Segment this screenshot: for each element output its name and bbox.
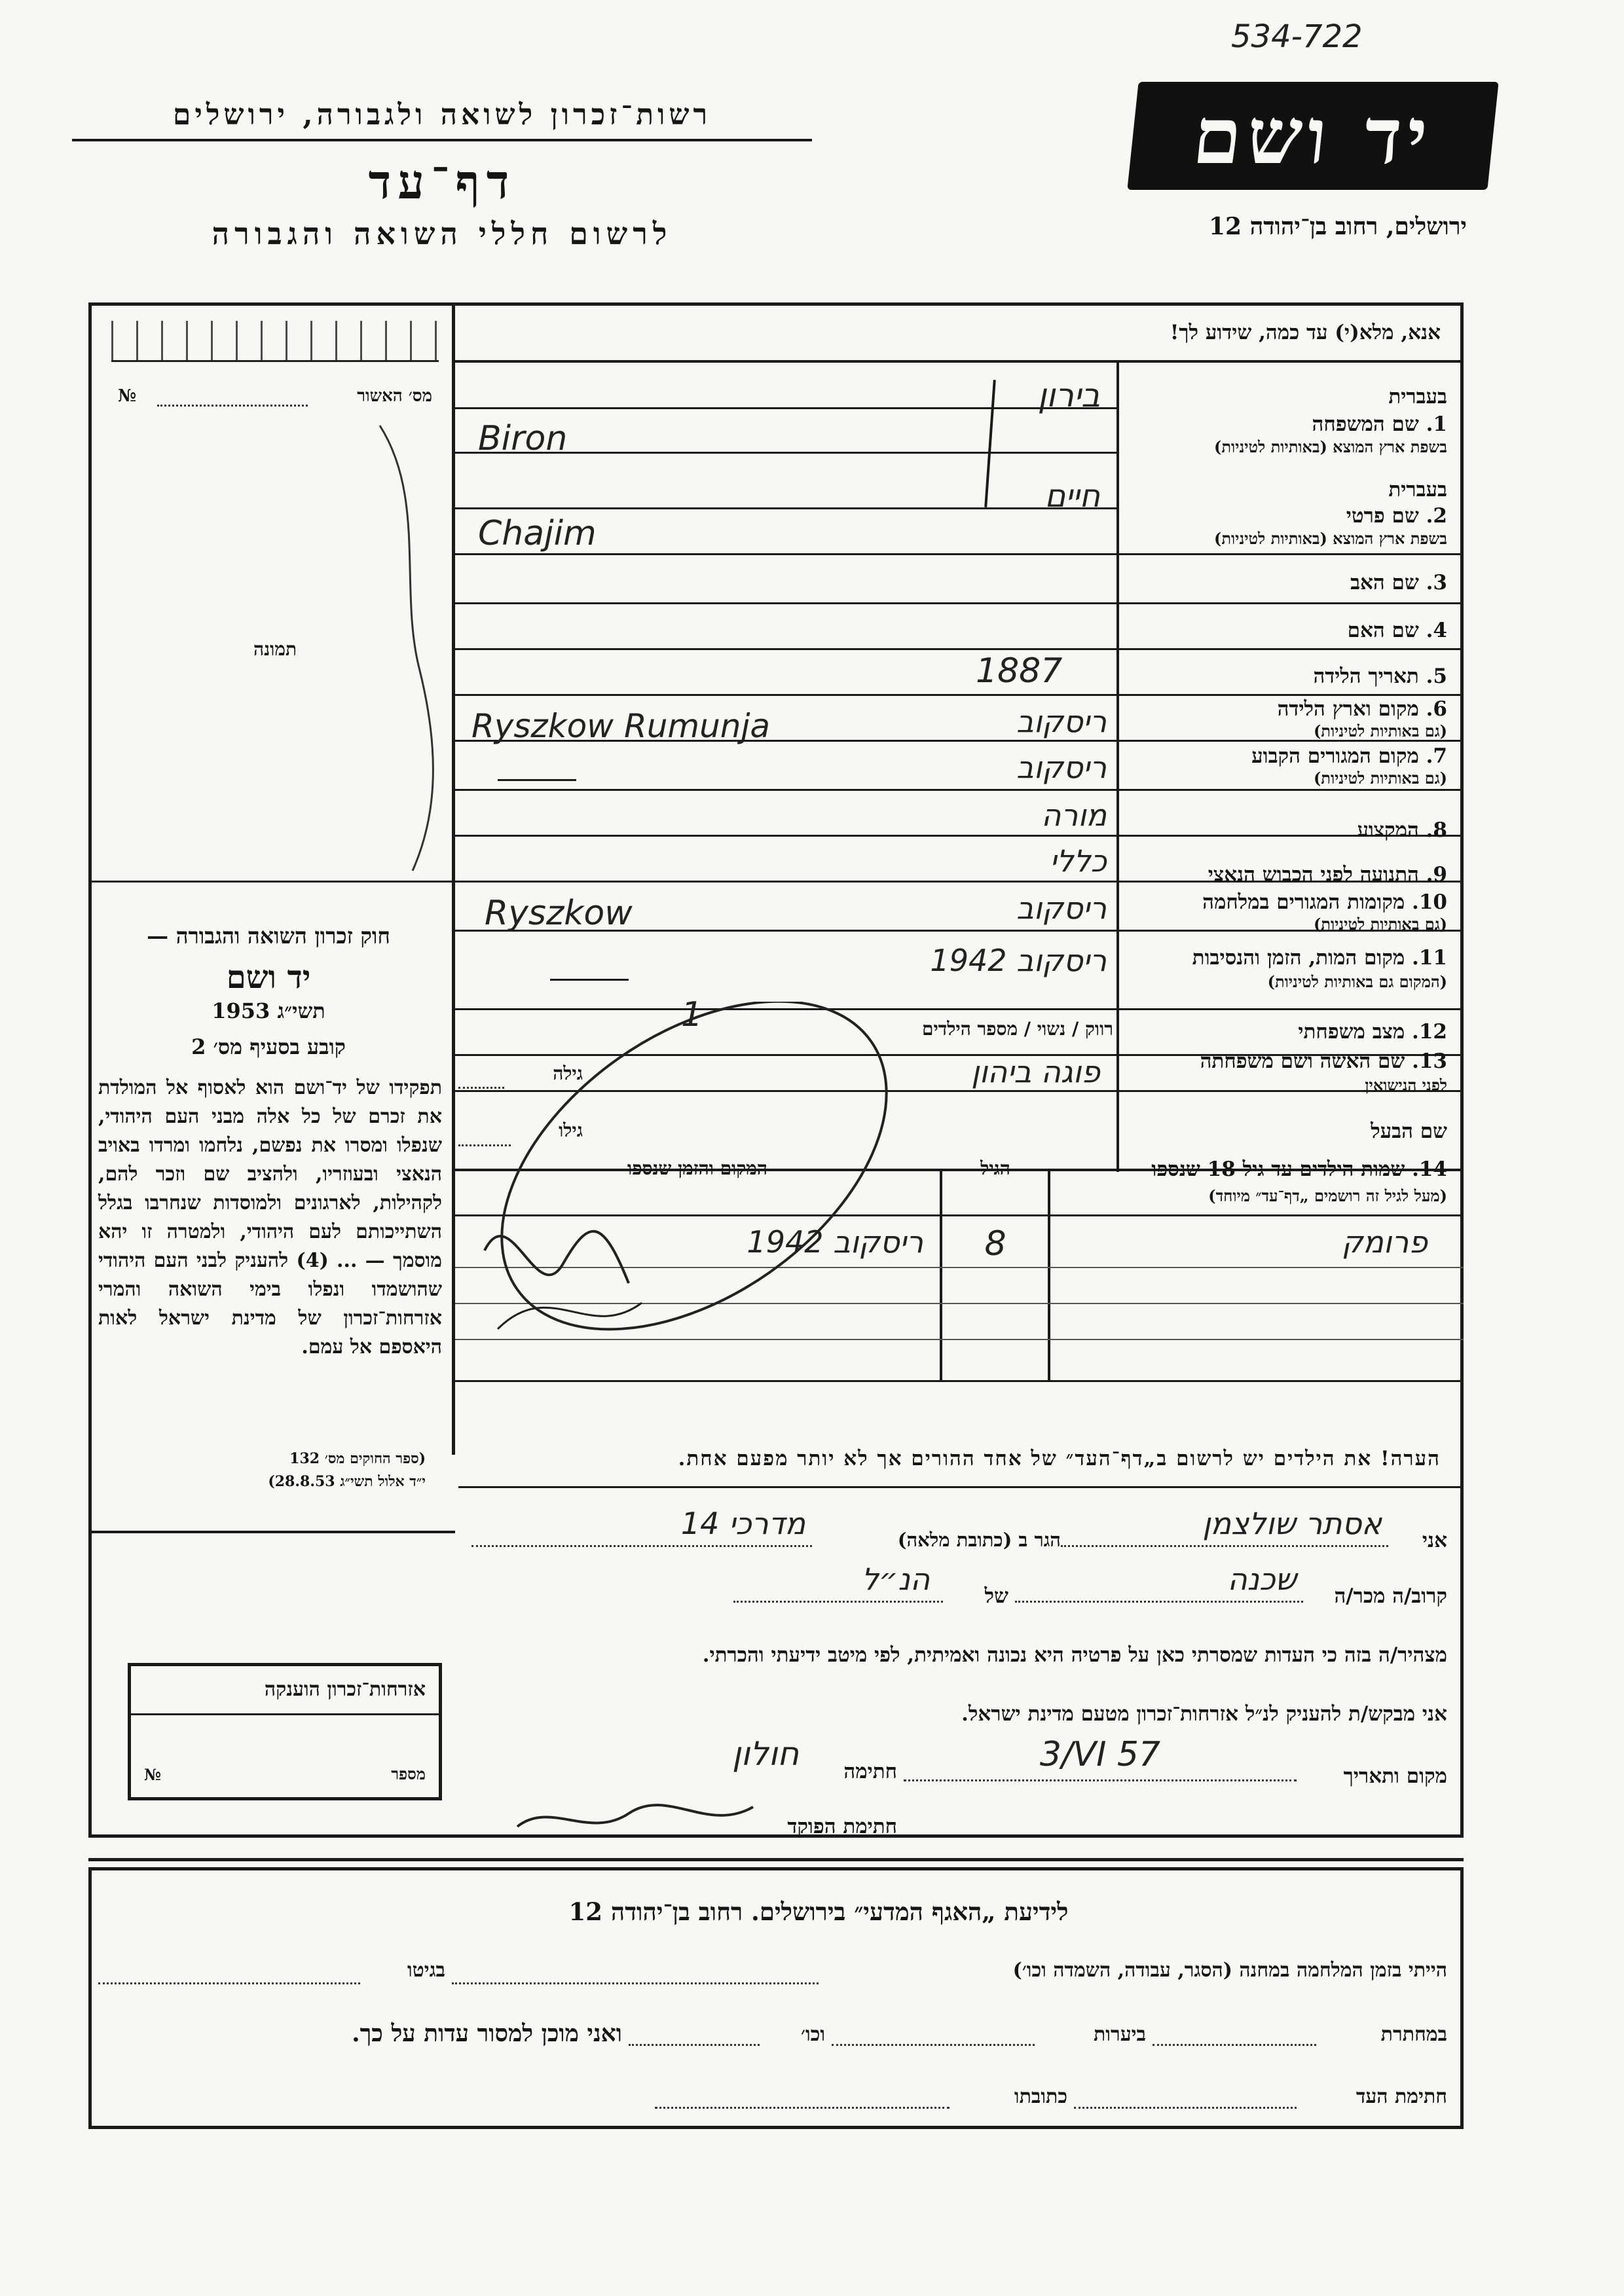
bottom-line3-a: חתימת העד bbox=[1356, 2085, 1447, 2108]
declaration-text: מצהיר/ה בזה כי העדות שמסרתי כאן על פרטיה היא נכונה ואמיתית, לפי מיטב ידיעתי והכרתי. bbox=[702, 1643, 1447, 1667]
institution-name: רשות־זכרון לשואה ולגבורה, ירושלים bbox=[172, 98, 712, 132]
bottom-line2-b: ביערות bbox=[1093, 2023, 1146, 2046]
logo-text: יד ושם bbox=[1189, 90, 1437, 181]
f14-age-header: הגיל bbox=[980, 1157, 1010, 1179]
officer-signature-scribble bbox=[511, 1794, 760, 1846]
f10-sub: (גם באותיות לטיניות) bbox=[1313, 915, 1447, 934]
f12-options: רווק / נשוי / מספר הילדים bbox=[921, 1018, 1113, 1040]
declarant-i-label: אני bbox=[1422, 1529, 1447, 1552]
child-name[interactable]: פרומק bbox=[1341, 1224, 1428, 1260]
photo-label: תמונה bbox=[253, 638, 297, 660]
f7-label: 7. מקום המגורים הקבוע bbox=[1251, 744, 1447, 768]
citizenship-box-title: אזרחות־זכרון הוענקה bbox=[264, 1678, 426, 1701]
handwritten-scribble bbox=[458, 1002, 930, 1368]
f5-label: 5. תאריך הלידה bbox=[1313, 665, 1447, 688]
citizenship-number-symbol: № bbox=[144, 1765, 162, 1784]
f10-latin-value[interactable]: Ryszkow bbox=[485, 894, 633, 933]
bottom-line3-b: כתובתו bbox=[1014, 2085, 1067, 2108]
law-section: קובע בסעיף מס׳ 2 bbox=[191, 1034, 346, 1059]
f6-label: 6. מקום וארץ הלידה bbox=[1277, 697, 1447, 721]
f12-value[interactable]: 1 bbox=[681, 995, 703, 1034]
office-use-grid bbox=[111, 321, 439, 362]
f2-label: 2. שם פרטי bbox=[1346, 504, 1447, 528]
f13-age-label: גילה bbox=[553, 1063, 583, 1084]
f1-latin-value[interactable]: Biron bbox=[478, 419, 568, 458]
f7-sub: (גם באותיות לטיניות) bbox=[1313, 769, 1447, 788]
f8-label: 8. המקצוע bbox=[1357, 818, 1447, 842]
bottom-title: לידיעת „האגף המדעי״ בירושלים. רחוב בן־יהודה 12 bbox=[568, 1897, 1069, 1926]
law-year: 1953 bbox=[212, 998, 270, 1023]
f6-latin-value[interactable]: Ryszkow Rumunja bbox=[471, 707, 771, 745]
pen-stroke bbox=[354, 419, 452, 877]
f2-sub: בשפת ארץ המוצא (באותיות לטיניות) bbox=[1214, 529, 1447, 548]
f1-label: 1. שם המשפחה bbox=[1312, 412, 1447, 436]
relation-label: קרוב/ה מכר/ה bbox=[1334, 1584, 1447, 1608]
f13-value[interactable]: פוגה ביהון bbox=[971, 1054, 1100, 1089]
f2-latin-value[interactable]: Chajim bbox=[478, 514, 597, 553]
place-date-label: מקום ותאריך bbox=[1343, 1764, 1447, 1788]
law-text: תפקידו של יד־ושם הוא לאסוף אל המולדת את זכרם של כל אלה מבני העם היהודי, שנפלו ומסרו את נפשם, נלחמו ומרדו באויב הנאצי ובעוזריו, ולהציב שם וזכר להם, לקהילות, לארגונים ולמוסדות שנחרבו בגלל השתייכותם לעם היהודי, ולמטרה זו יהא מוסמך — ... (4) להעניק לבני העם היהודי שהושמדו ונפלו בימי השואה והמרי אזרחות־זכרון של מדינת ישראל לאות היאספם אל עמם. bbox=[98, 1076, 443, 1358]
form-title: דף־עד bbox=[368, 154, 516, 210]
place-date-value[interactable]: 3/VI 57 bbox=[1039, 1735, 1161, 1774]
law-name: יד ושם bbox=[226, 959, 311, 996]
officer-signature-label: חתימת הפוקד bbox=[787, 1815, 897, 1838]
header-address: ירושלים, רחוב בן־יהודה 12 bbox=[1208, 213, 1467, 240]
bottom-line2-d: ואני מוכן למסור עדות על כך. bbox=[352, 2020, 622, 2047]
husband-label: שם הבעל bbox=[1371, 1120, 1447, 1143]
approval-number-row bbox=[118, 386, 432, 406]
f12-label: 12. מצב משפחתי bbox=[1298, 1020, 1447, 1044]
citizenship-box bbox=[128, 1663, 442, 1800]
f8-value[interactable]: מורה bbox=[1041, 797, 1107, 833]
f11-sub: (המקום גם באותיות לטיניות) bbox=[1267, 972, 1447, 991]
request-text: אני מבקש/ת להעניק לנ״ל אזרחות־זכרון מטעם מדינת ישראל. bbox=[961, 1702, 1447, 1726]
declarant-address[interactable]: מדרכי 14 bbox=[680, 1506, 805, 1541]
f9-value[interactable]: כללי bbox=[1050, 843, 1107, 879]
f3-label: 3. שם האב bbox=[1350, 571, 1447, 594]
approval-no-symbol: № bbox=[118, 386, 137, 406]
f2-hebrew-label: בעברית bbox=[1388, 478, 1447, 501]
archive-number: 534-722 bbox=[1231, 18, 1363, 55]
f1-sub: בשפת ארץ המוצא (באותיות לטיניות) bbox=[1214, 437, 1447, 456]
f6-hebrew-value[interactable]: ריסקוב bbox=[1016, 704, 1107, 739]
bottom-line2-c: וכו׳ bbox=[801, 2023, 825, 2046]
f10-hebrew-value[interactable]: ריסקוב bbox=[1016, 890, 1107, 926]
relation-value[interactable]: שכנה bbox=[1227, 1561, 1297, 1597]
f13-label: 13. שם האשה ושם משפחתה bbox=[1200, 1049, 1447, 1073]
signature-value[interactable]: חולון bbox=[732, 1735, 799, 1773]
of-label: של bbox=[984, 1584, 1008, 1608]
f14-place-header: המקום והזמן שנספו bbox=[627, 1157, 767, 1179]
f14-label: 14. שמות הילדים עד גיל 18 שנספו bbox=[1151, 1157, 1447, 1181]
declarant-lives-label: הגר ב (כתובת מלאה) bbox=[897, 1529, 1061, 1551]
citizenship-number-label: מספר bbox=[391, 1764, 426, 1783]
law-citation-2: י״ד אלול תשי״ג 28.8.53) bbox=[268, 1473, 426, 1490]
f2-hebrew-value[interactable]: חיים bbox=[1044, 478, 1100, 515]
law-citation-1: (ספר החוקים מס׳ 132 bbox=[289, 1450, 426, 1467]
intro-text: אנא, מלא(י) עד כמה, שידוע לך! bbox=[1170, 321, 1441, 344]
f6-sub: (גם באותיות לטיניות) bbox=[1313, 721, 1447, 740]
bottom-line2-a: במחתרת bbox=[1380, 2023, 1447, 2046]
of-value[interactable]: הנ״ל bbox=[861, 1561, 930, 1597]
f10-label: 10. מקומות המגורים במלחמה bbox=[1202, 890, 1447, 914]
bottom-line1-a: הייתי בזמן המלחמה במחנה (הסגר, עבודה, השמדה וכו׳) bbox=[1012, 1959, 1447, 1982]
law-year-hebrew: תשי״ג bbox=[277, 998, 325, 1023]
f1-hebrew-value[interactable]: בירון bbox=[1037, 376, 1100, 414]
f9-label: 9. התנועה לפני הכבוש הנאצי bbox=[1208, 863, 1447, 886]
form-subtitle: לרשום חללי השואה והגבורה bbox=[212, 216, 673, 251]
f1-hebrew-label: בעברית bbox=[1388, 385, 1447, 409]
child-age[interactable]: 8 bbox=[984, 1224, 1006, 1264]
remark: הערה! את הילדים יש לרשום ב„דף־העד״ של אחד ההורים אך לא יותר מפעם אחת. bbox=[678, 1447, 1441, 1470]
signature-label: חתימה bbox=[843, 1760, 897, 1783]
f14-sub: (מעל לגיל זה רושמים „דף־עד״ מיוחד) bbox=[1208, 1186, 1447, 1205]
declarant-name[interactable]: אסתר שולצמן bbox=[1202, 1506, 1382, 1541]
child-place[interactable]: ריסקוב 1942 bbox=[747, 1224, 923, 1260]
f13-sub: לפני הנישואין bbox=[1365, 1076, 1447, 1095]
f11-label: 11. מקום המות, הזמן והנסיבות bbox=[1192, 946, 1447, 970]
f4-label: 4. שם האם bbox=[1347, 619, 1447, 642]
law-title: חוק זכרון השואה והגבורה — bbox=[147, 923, 390, 949]
logo bbox=[1127, 82, 1498, 190]
bottom-line1-b: בגיטו bbox=[407, 1959, 445, 1982]
f5-value[interactable]: 1887 bbox=[976, 651, 1063, 691]
f7-value[interactable]: ריסקוב bbox=[1016, 750, 1107, 785]
approval-no-label: מס׳ האשור bbox=[357, 386, 432, 406]
law-year-row bbox=[98, 998, 439, 1023]
husband-age-label: גילו bbox=[559, 1120, 583, 1141]
f11-value[interactable]: ריסקוב 1942 bbox=[930, 943, 1107, 978]
